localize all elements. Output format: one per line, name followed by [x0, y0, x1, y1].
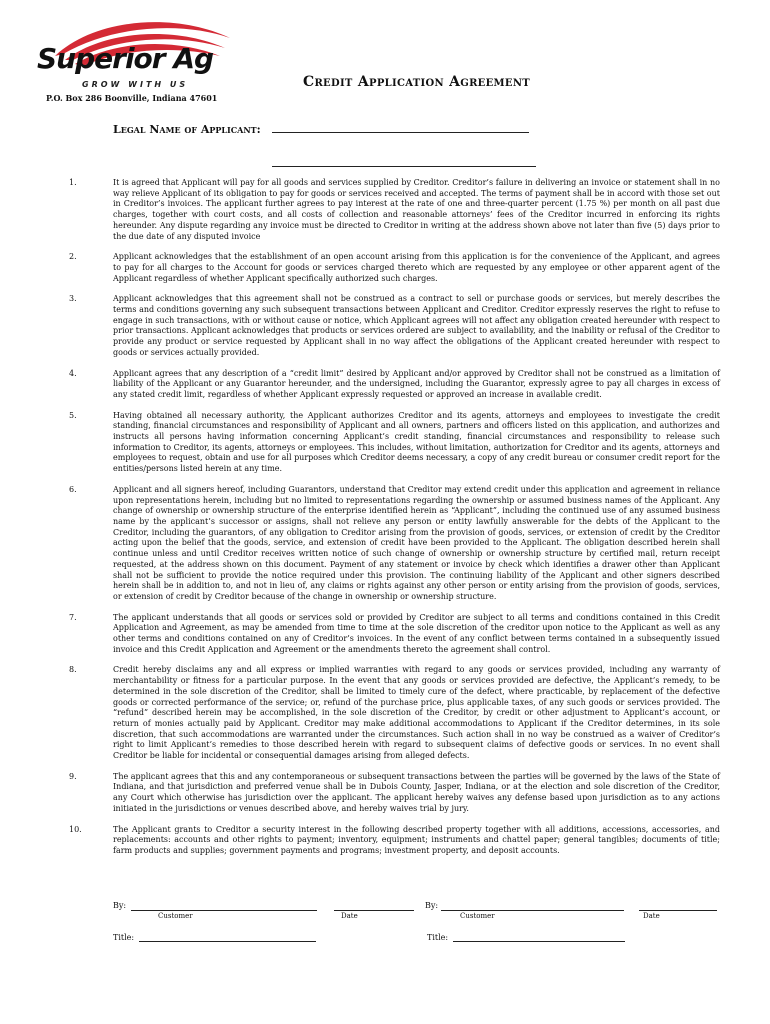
- clause-1: [0, 178, 770, 242]
- title-field-right[interactable]: [453, 932, 625, 942]
- title-label-right: Title:: [427, 933, 449, 942]
- tagline: GROW WITH US: [82, 80, 189, 89]
- clause-number: 7.: [69, 612, 77, 622]
- title-field-left[interactable]: [139, 932, 316, 942]
- by-label-right: By:: [425, 901, 439, 910]
- clause-number: 1.: [69, 178, 77, 187]
- clause-6: [0, 485, 770, 603]
- clause-number: 8.: [69, 665, 77, 675]
- clause-text: Having obtained all necessary authority, the Applicant authorizes Creditor and its agents, attorneys and employees to investigate the credit standing, financial circumstances and responsibility of Applicant and all owners, partners and officers listed on this application, and authorizes and instructs all persons having information concerning Applicant’s credit standing, financial circumstances and responsibility to release such information to Creditor, its agents, attorneys or employees. This includes, without limitation, authorization for Creditor and its agents, attorneys and employees to request, obtain and use for all purposes which Creditor deems necessary, a copy of any credit bureau or consumer credit report for the entities/persons listed herein at any time.: [113, 410, 720, 474]
- page-title: Credit Application Agreement: [303, 74, 530, 90]
- clause-9: [0, 772, 770, 815]
- customer-caption-left: Customer: [158, 912, 193, 920]
- clause-text: Applicant acknowledges that the establishment of an open account arising from this application is for the convenience of the Applicant, and agrees to pay for all charges to the Account for goods or services charged thereto which are requested by any employee or other apparent agent of the Applicant regardless of whether Applicant specifically authorized such charges.: [113, 252, 720, 283]
- clause-5: [0, 411, 770, 475]
- date-caption-right: Date: [643, 912, 660, 920]
- clause-text: Applicant acknowledges that this agreement shall not be construed as a contract to sell or purchase goods or services, but merely describes the terms and conditions governing any such subsequent transactions between Applicant and Creditor. Creditor expressly reserves the right to refuse to engage in such transactions, with or without cause or notice, which Applicant agrees will not affect any obligation created hereunder with respect to prior transactions. Applicant acknowledges that products or services ordered are subject to availability, and the inability or refusal of the Creditor to provide any product or service requested by Applicant shall in no way affect the obligations of the Applicant created hereunder with respect to goods or services actually provided.: [113, 294, 720, 357]
- clause-text: Applicant agrees that any description of a “credit limit” desired by Applicant and/or approved by Creditor shall not be construed as a limitation of liability of the Applicant or any Guarantor hereunder, and the undersigned, including the Guarantor, expressly agree to pay all charges in excess of any stated credit limit, regardless of whether Applicant expressly requested or approved an increase in available credit.: [113, 368, 720, 399]
- date-field-left[interactable]: [334, 901, 414, 911]
- clause-number: 4.: [69, 368, 77, 378]
- clause-3: [0, 294, 770, 358]
- clause-8: [0, 665, 770, 761]
- company-address: P.O. Box 286 Boonville, Indiana 47601: [46, 93, 218, 103]
- applicant-name-field[interactable]: [272, 124, 529, 133]
- clause-text: The applicant understands that all goods or services sold or provided by Creditor are subject to all terms and conditions contained in this Credit Application and Agreement, as may be amended from time to time at the sole discretion of the creditor upon notice to the Applicant as well as any other terms and conditions contained on any of Creditor’s invoices. In the event of any conflict between terms contained in a subsequently issued invoice and this Credit Application and Agreement or the amendments thereto the agreement shall control.: [113, 612, 720, 654]
- customer-signature-field-right[interactable]: [441, 901, 624, 911]
- customer-caption-right: Customer: [460, 912, 495, 920]
- brand-name: Superior Ag: [37, 42, 214, 75]
- clause-text: The applicant agrees that this and any contemporaneous or subsequent transactions between the parties will be governed by the laws of the State of Indiana, and that jurisdiction and preferred venue shall be in Dubois County, Jasper, Indiana, or at the election and sole discretion of the Creditor, any Court which otherwise has jurisdiction over the applicant. The applicant hereby waives any defense based upon jurisdiction as to any actions initiated in the jurisdictions or venues described above, and hereby waives trial by jury.: [113, 771, 720, 813]
- clause-number: 10.: [69, 824, 82, 834]
- applicant-name-label: Legal Name of Applicant:: [113, 123, 261, 136]
- clause-text: Credit hereby disclaims any and all express or implied warranties with regard to any goods or services provided, including any warranty of merchantability or fitness for a particular purpose. In the event that any goods or services provided are defective, the Applicant’s remedy, to be determined in the sole discretion of the Creditor, shall be limited to timely cure of the defect, where practicable, by replacement of the defective goods or corrected performance of the service; or, refund of the purchase price, plus applicable taxes, of any such goods or services provided. The “refund” described herein may be accomplished, in the sole discretion of the Creditor, by credit or other adjustment to Applicant’s account, or return of monies actually paid by Applicant. Creditor may make additional accommodations to Applicant if the Creditor determines, in its sole discretion, that such accommodations are warranted under the circumstances. Such action shall in no way be construed as a waiver of Creditor’s right to limit Applicant’s remedies to those described herein with regard to subsequent claims of defective goods or services. In no event shall Creditor be liable for incidental or consequential damages arising from alleged defects.: [113, 665, 720, 761]
- clause-number: 6.: [69, 484, 77, 494]
- clause-4: [0, 369, 770, 401]
- title-label-left: Title:: [113, 933, 135, 942]
- agreement-clauses: [0, 178, 770, 867]
- clause-text: The Applicant grants to Creditor a security interest in the following described property together with all additions, accessions, accessories, and replacements: accounts and other rights to payment; inventory, equipment; instruments and chattel paper; general tangibles; documents of title; farm products and supplies; government payments and programs; investment property, and deposit accounts.: [113, 824, 720, 855]
- clause-number: 2.: [69, 252, 77, 262]
- clause-number: 9.: [69, 771, 77, 781]
- customer-signature-field-left[interactable]: [131, 901, 317, 911]
- date-field-right[interactable]: [639, 901, 717, 911]
- clause-number: 3.: [69, 294, 77, 304]
- clause-text: It is agreed that Applicant will pay for all goods and services supplied by Creditor. Creditor’s failure in delivering an invoice or statement shall in no way relieve Applicant of its obligation to pay for goods or services received and accepted. The terms of payment shall be in accord with those set out in Creditor’s invoices. The applicant further agrees to pay interest at the rate of one and three-quarter percent (1.75 %) per month on all past due charges, together with court costs, and all costs of collection and reasonable attorneys’ fees of the Creditor incurred in enforcing its rights hereunder. Any dispute regarding any invoice must be directed to Creditor in writing at the address shown above not later than five (5) days prior to the due date of any disputed invoice: [113, 178, 720, 241]
- clause-7: [0, 613, 770, 656]
- clause-10: [0, 825, 770, 857]
- by-label-left: By:: [113, 901, 127, 910]
- clause-number: 5.: [69, 410, 77, 420]
- applicant-name-field-2[interactable]: [272, 158, 536, 167]
- clause-2: [0, 252, 770, 284]
- date-caption-left: Date: [341, 912, 358, 920]
- clause-text: Applicant and all signers hereof, including Guarantors, understand that Creditor may extend credit under this application and agreement in reliance upon representations herein, including but no limited to representations regarding the ownership or assumed business names of the Applicant. Any change of ownership or ownership structure of the enterprise identified herein as “Applicant”, including the continued use of any assumed business name by the applicant’s successor or assigns, shall not relieve any person or entity lawfully answerable for the debts of the Applicant to the Creditor, including the guarantors, of any obligation to Creditor arising from the provision of goods, services, or extension of credit by the Creditor acting upon the belief that the goods, service, and extension of credit have been provided to the Applicant. The obligation described herein shall continue unless and until Creditor receives written notice of such change of ownership or ownership structure by certified mail, return receipt requested, at the address shown on this document. Payment of any statement or invoice by check which identifies a drawer other than Applicant shall not be sufficient to provide the notice required under this provision. The continuing liability of the Applicant and other signers described herein shall be in addition to, and not in lieu of, any claims or rights against any other person or entity arising from the provision of goods, services, or extension of credit by Creditor because of the change in ownership or ownership structure.: [113, 484, 720, 601]
